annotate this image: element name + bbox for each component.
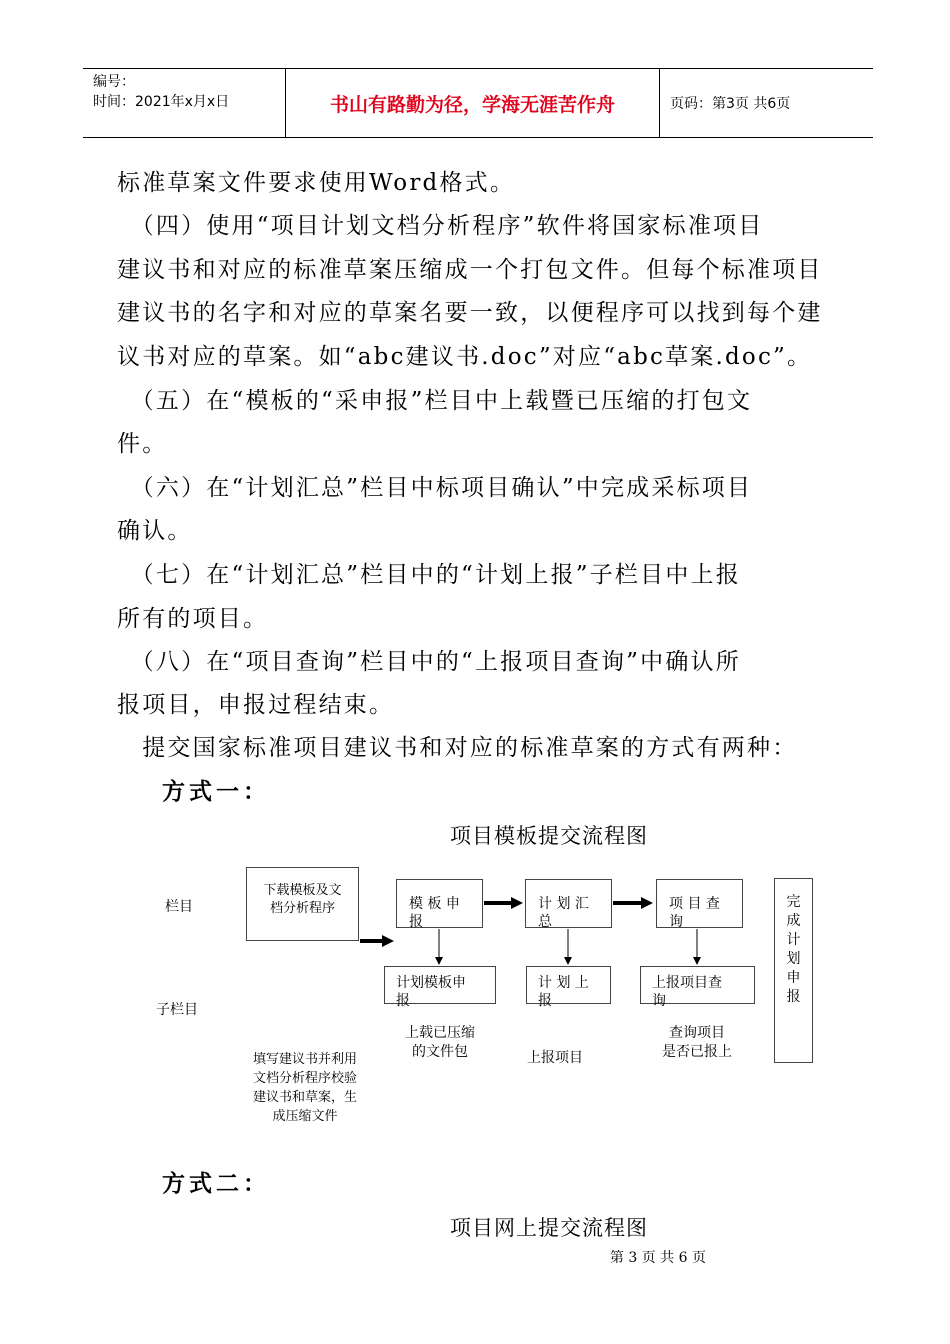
reported-query-box: 上报项目查 询 — [640, 966, 755, 1004]
body-line: 议书对应的草案。如“abc建议书.doc”对应“abc草案.doc”。 — [117, 344, 813, 370]
page-footer: 第 3 页 共 6 页 — [609, 1250, 706, 1266]
template-report-box: 模 板 申 报 — [396, 879, 483, 928]
thick-arrow — [613, 897, 653, 909]
header-motto: 书山有路勤为径，学海无涯苦作舟 — [286, 69, 660, 137]
time-label: 时间：2021年x月x日 — [93, 94, 230, 110]
body-line: 确认。 — [117, 518, 193, 544]
flowchart2-title: 项目网上提交流程图 — [450, 1216, 648, 1240]
method2-heading: 方式二： — [162, 1171, 270, 1197]
project-query-box: 项 目 查 询 — [656, 879, 743, 928]
number-label: 编号： — [93, 74, 135, 90]
thick-arrow — [484, 897, 523, 909]
note-upload-package: 上载已压缩 的文件包 — [405, 1025, 475, 1060]
body-line: 件。 — [117, 431, 168, 457]
body-line: （四）使用“项目计划文档分析程序”软件将国家标准项目 — [117, 213, 764, 239]
note-query-project: 查询项目 是否已报上 — [662, 1025, 732, 1060]
plan-report-box: 计 划 上 报 — [526, 966, 611, 1004]
plan-summary-box: 计 划 汇 总 — [525, 879, 612, 928]
note-report-project: 上报项目 — [527, 1050, 583, 1066]
body-line: （七）在“计划汇总”栏目中的“计划上报”子栏目中上报 — [117, 562, 741, 588]
plan-template-report-box: 计划模板申 报 — [384, 966, 496, 1004]
row-label-subcolumn: 子栏目 — [156, 1002, 198, 1018]
body-line: （六）在“计划汇总”栏目中标项目确认”中完成采标项目 — [117, 475, 753, 501]
body-line: （八）在“项目查询”栏目中的“上报项目查询”中确认所 — [117, 649, 741, 675]
page-number-label: 页码：第3页 共6页 — [670, 96, 791, 112]
note-fill-proposal: 填写建议书并利用 文档分析程序校验 建议书和草案，生 成压缩文件 — [252, 1052, 357, 1124]
method1-heading: 方式一： — [162, 779, 270, 805]
body-line: 建议书和对应的标准草案压缩成一个打包文件。但每个标准项目 — [117, 257, 823, 283]
flowchart-title: 项目模板提交流程图 — [450, 824, 648, 848]
body-line: 标准草案文件要求使用Word格式。 — [117, 170, 516, 196]
body-line: 所有的项目。 — [117, 606, 269, 632]
body-line: 报项目，申报过程结束。 — [117, 692, 395, 718]
body-line: 提交国家标准项目建议书和对应的标准草案的方式有两种： — [117, 735, 798, 761]
download-template-box: 下载模板及文 档分析程序 — [246, 867, 359, 941]
row-label-column: 栏目 — [165, 899, 193, 915]
finish-plan-box: 完 成 计 划 申 报 — [774, 878, 813, 1063]
body-line: 建议书的名字和对应的草案名要一致，以便程序可以找到每个建 — [117, 300, 823, 326]
body-line: （五）在“模板的“采申报”栏目中上载暨已压缩的打包文 — [117, 388, 753, 414]
thick-arrow — [360, 935, 394, 947]
